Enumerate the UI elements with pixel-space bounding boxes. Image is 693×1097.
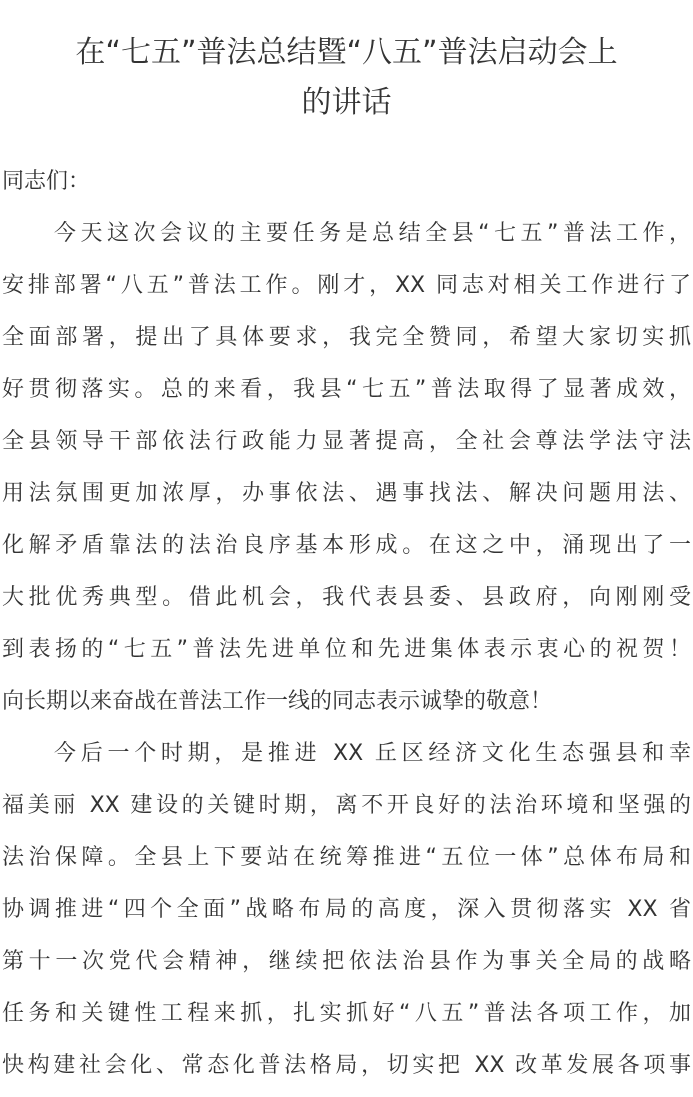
paragraph-2-line-1: 今后一个时期，是推进 XX 丘区经济文化生态强县和幸 <box>54 741 691 766</box>
paragraph-1-line-6: 用法氛围更加浓厚，办事依法、遇事找法、解决问题用法、 <box>2 481 691 506</box>
paragraph-1-line-8: 大批优秀典型。借此机会，我代表县委、县政府，向刚刚受 <box>2 585 691 610</box>
title-line-2: 的讲话 <box>301 85 392 120</box>
document-title <box>0 0 693 128</box>
title-line-1: 在“七五”普法总结暨“八五”普法启动会上 <box>75 35 618 70</box>
paragraph-2-line-5: 第十一次党代会精神，继续把依法治县作为事关全局的战略 <box>2 949 691 974</box>
paragraph-2-line-2: 福美丽 XX 建设的关键时期，离不开良好的法治环境和坚强的 <box>2 793 691 818</box>
paragraph-1-line-2: 安排部署“八五”普法工作。刚才，XX 同志对相关工作进行了 <box>2 273 691 298</box>
paragraph-1-line-3: 全面部署，提出了具体要求，我完全赞同，希望大家切实抓 <box>2 325 691 350</box>
salutation: 同志们： <box>2 169 91 194</box>
paragraph-2-line-3: 法治保障。全县上下要站在统筹推进“五位一体”总体布局和 <box>2 845 691 870</box>
paragraph-2-line-6: 任务和关键性工程来抓，扎实抓好“八五”普法各项工作，加 <box>2 1001 691 1026</box>
speech-body <box>2 156 691 1092</box>
paragraph-2-line-7: 快构建社会化、常态化普法格局，切实把 XX 改革发展各项事 <box>2 1053 691 1078</box>
paragraph-1-line-7: 化解矛盾靠法的法治良序基本形成。在这之中，涌现出了一 <box>2 533 691 558</box>
paragraph-1-line-4: 好贯彻落实。总的来看，我县“七五”普法取得了显著成效， <box>2 377 691 402</box>
paragraph-1-line-1: 今天这次会议的主要任务是总结全县“七五”普法工作， <box>54 221 691 246</box>
paragraph-1-line-5: 全县领导干部依法行政能力显著提高，全社会尊法学法守法 <box>2 429 691 454</box>
paragraph-1-line-10: 向长期以来奋战在普法工作一线的同志表示诚挚的敬意！ <box>2 689 553 714</box>
paragraph-1-line-9: 到表扬的“七五”普法先进单位和先进集体表示衷心的祝贺！ <box>2 637 691 662</box>
paragraph-2-line-4: 协调推进“四个全面”战略布局的高度，深入贯彻落实 XX 省 <box>2 897 691 922</box>
